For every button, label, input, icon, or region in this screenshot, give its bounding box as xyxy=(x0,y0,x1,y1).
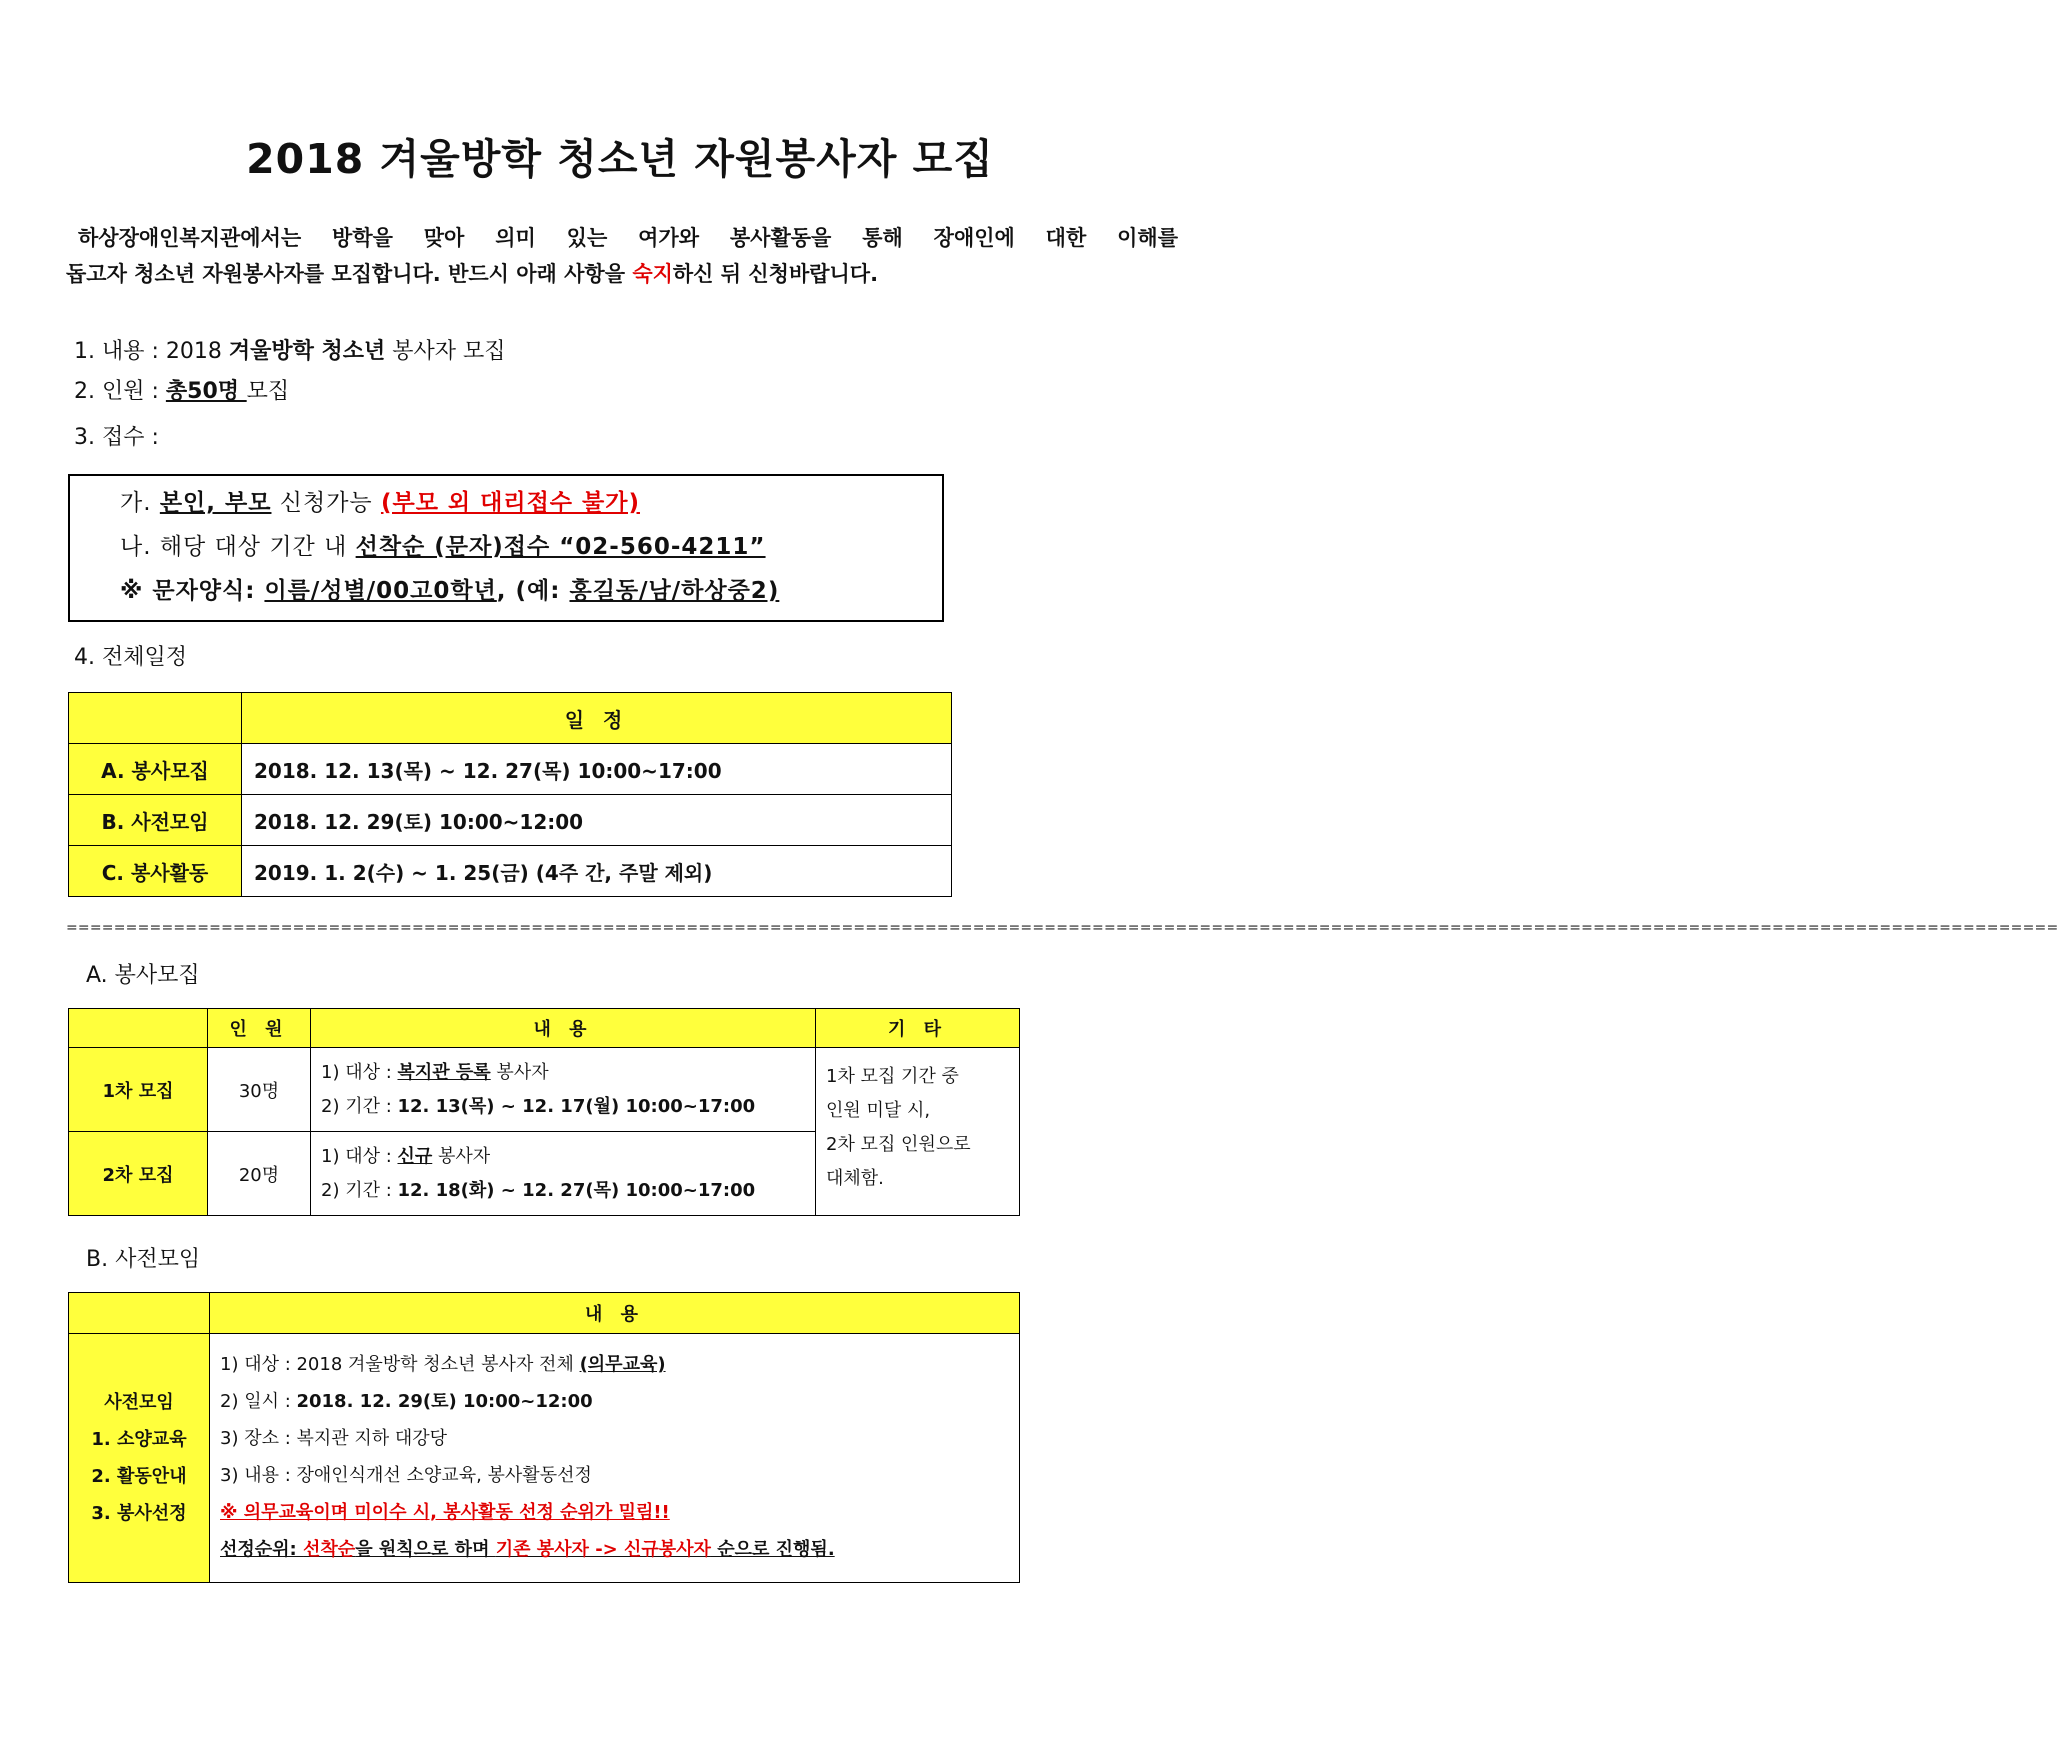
recruit-content xyxy=(311,1048,816,1132)
premeeting-target-prefix: 1) 대상 : 2018 겨울방학 청소년 봉사자 전체 xyxy=(220,1354,580,1375)
recruit-header-count: 인 원 xyxy=(208,1009,311,1048)
intro-line-1: 하상장애인복지관에서는 방학을 맞아 의미 있는 여가와 봉사활동을 통해 장애인에 대한 이해를 xyxy=(78,226,1178,250)
intro-paragraph xyxy=(66,220,1178,292)
schedule-header: 일 정 xyxy=(242,693,952,744)
recruit-note-line: 1차 모집 기간 중 xyxy=(826,1066,959,1087)
recruit-count: 20명 xyxy=(208,1132,311,1216)
box-line-b xyxy=(120,532,766,562)
recruit-header-content: 내 용 xyxy=(311,1009,816,1048)
table-row xyxy=(69,1048,1020,1132)
recruit-table xyxy=(68,1008,1020,1216)
box-c-example: 홍길동/남/하상중2) xyxy=(569,578,780,604)
priority-first: 선착순 xyxy=(303,1539,356,1560)
recruit-note xyxy=(816,1048,1020,1216)
schedule-label: C. 봉사활동 xyxy=(69,846,242,897)
schedule-label: A. 봉사모집 xyxy=(69,744,242,795)
recruit-target-bold: 복지관 등록 xyxy=(397,1061,491,1083)
recruit-note-line: 대체함. xyxy=(826,1168,884,1189)
schedule-value: 2019. 1. 2(수) ~ 1. 25(금) (4주 간, 주말 제외) xyxy=(242,846,952,897)
item-headcount-suffix: 모집 xyxy=(246,379,290,404)
premeeting-priority-line xyxy=(220,1531,1019,1568)
priority-order: 기존 봉사자 -> 신규봉사자 xyxy=(495,1539,711,1560)
intro-highlight: 숙지 xyxy=(632,262,673,286)
box-line-a xyxy=(120,488,640,518)
recruit-period-bold: 12. 18(화) ~ 12. 27(목) 10:00~17:00 xyxy=(397,1179,756,1201)
box-a-prefix: 가. xyxy=(120,490,160,516)
section-a-heading: A. 봉사모집 xyxy=(86,963,200,988)
priority-prefix: 선정순위: xyxy=(220,1539,304,1560)
recruit-note-line: 인원 미달 시, xyxy=(826,1100,931,1121)
table-row xyxy=(69,846,952,897)
recruit-label: 2차 모집 xyxy=(69,1132,208,1216)
recruit-target-suffix: 봉사자 xyxy=(432,1145,491,1167)
item-headcount xyxy=(74,378,289,406)
box-c-format: 이름/성별/00고0학년 xyxy=(264,578,497,604)
item-content-suffix: 봉사자 모집 xyxy=(385,339,506,364)
premeeting-label-line: 3. 봉사선정 xyxy=(91,1503,187,1524)
premeeting-place-line: 3) 장소 : 복지관 지하 대강당 xyxy=(220,1428,448,1449)
recruit-period-line xyxy=(321,1174,815,1208)
recruit-header-etc: 기 타 xyxy=(816,1009,1020,1048)
item-headcount-prefix: 2. 인원 : xyxy=(74,379,166,404)
item-content xyxy=(74,338,506,366)
box-a-red: (부모 외 대리접수 불가) xyxy=(380,490,640,516)
intro-line-2 xyxy=(66,256,1178,292)
schedule-corner-cell xyxy=(69,693,242,744)
premeeting-warning: ※ 의무교육이며 미이수 시, 봉사활동 선정 순위가 밀림!! xyxy=(220,1502,670,1523)
section-divider: ======================================================================================================================================================================= xyxy=(66,920,2058,936)
recruit-target-line xyxy=(321,1140,815,1174)
schedule-value: 2018. 12. 13(목) ~ 12. 27(목) 10:00~17:00 xyxy=(242,744,952,795)
application-box xyxy=(68,474,944,622)
recruit-period-line xyxy=(321,1090,815,1124)
table-row xyxy=(69,744,952,795)
recruit-count: 30명 xyxy=(208,1048,311,1132)
premeeting-table xyxy=(68,1292,1020,1583)
premeeting-label xyxy=(69,1334,210,1583)
box-a-mid: 신청가능 xyxy=(271,490,381,516)
item-headcount-bold: 총50명 xyxy=(165,379,247,404)
premeeting-mandatory: (의무교육) xyxy=(579,1354,666,1375)
premeeting-label-line: 1. 소양교육 xyxy=(91,1429,187,1450)
recruit-target-bold: 신규 xyxy=(397,1145,433,1167)
premeeting-content xyxy=(210,1334,1020,1583)
item-content-prefix: 1. 내용 : 2018 xyxy=(74,339,229,364)
premeeting-date: 2018. 12. 29(토) 10:00~12:00 xyxy=(296,1391,593,1412)
priority-suffix: 순으로 진행됨. xyxy=(710,1539,835,1560)
priority-mid: 을 원칙으로 하며 xyxy=(355,1539,496,1560)
item-content-bold: 겨울방학 청소년 xyxy=(228,339,386,364)
intro-line-2-a: 돕고자 청소년 자원봉사자를 모집합니다. 반드시 아래 사항을 xyxy=(66,262,633,286)
premeeting-detail-line: 3) 내용 : 장애인식개선 소양교육, 봉사활동선정 xyxy=(220,1465,592,1486)
recruit-corner-cell xyxy=(69,1009,208,1048)
premeeting-date-line xyxy=(220,1383,1019,1420)
recruit-target-prefix: 1) 대상 : xyxy=(321,1145,398,1167)
recruit-period-prefix: 2) 기간 : xyxy=(321,1179,398,1201)
recruit-period-bold: 12. 13(목) ~ 12. 17(월) 10:00~17:00 xyxy=(397,1095,756,1117)
box-a-bold: 본인, 부모 xyxy=(159,490,272,516)
recruit-label: 1차 모집 xyxy=(69,1048,208,1132)
intro-line-2-b: 하신 뒤 신청바랍니다. xyxy=(672,262,879,286)
box-b-prefix: 나. 해당 대상 기간 내 xyxy=(120,534,356,560)
recruit-target-suffix: 봉사자 xyxy=(490,1061,549,1083)
premeeting-target-line xyxy=(220,1346,1019,1383)
recruit-target-line xyxy=(321,1056,815,1090)
premeeting-label-line: 2. 활동안내 xyxy=(91,1466,187,1487)
recruit-note-line: 2차 모집 인원으로 xyxy=(826,1134,971,1155)
schedule-label: B. 사전모임 xyxy=(69,795,242,846)
box-c-mid: , (예: xyxy=(496,578,570,604)
schedule-table xyxy=(68,692,952,897)
page-title: 2018 겨울방학 청소년 자원봉사자 모집 xyxy=(246,135,994,183)
premeeting-date-prefix: 2) 일시 : xyxy=(220,1391,297,1412)
box-c-prefix: ※ 문자양식: xyxy=(120,578,265,604)
box-line-c xyxy=(120,576,779,606)
item-application: 3. 접수 : xyxy=(74,425,159,450)
premeeting-label-line: 사전모임 xyxy=(104,1392,174,1413)
recruit-target-prefix: 1) 대상 : xyxy=(321,1061,398,1083)
item-schedule-heading: 4. 전체일정 xyxy=(74,645,187,670)
premeeting-header: 내 용 xyxy=(210,1293,1020,1334)
table-row xyxy=(69,1334,1020,1583)
box-b-bold: 선착순 (문자)접수 “02-560-4211” xyxy=(355,534,766,560)
premeeting-corner-cell xyxy=(69,1293,210,1334)
schedule-value: 2018. 12. 29(토) 10:00~12:00 xyxy=(242,795,952,846)
table-row xyxy=(69,795,952,846)
section-b-heading: B. 사전모임 xyxy=(86,1247,201,1272)
recruit-period-prefix: 2) 기간 : xyxy=(321,1095,398,1117)
recruit-content xyxy=(311,1132,816,1216)
